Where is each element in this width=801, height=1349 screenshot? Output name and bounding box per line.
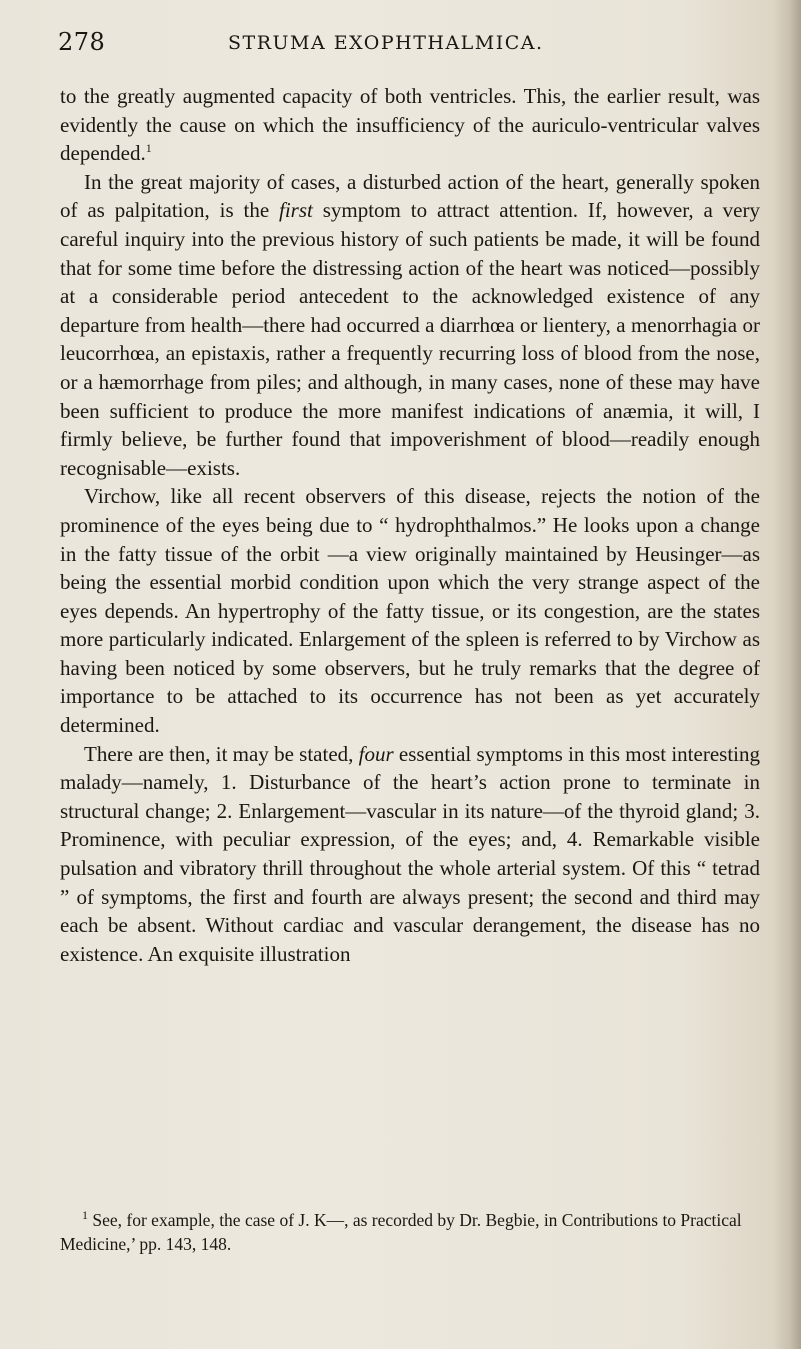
text-run: Virchow, like all recent observers of this disease, rejects the notion of the prominence of the eyes being due to “ hydrophthalmos.” He looks upon a change in the fatty tissue of the orbit —a view originally maintained by Heusinger—as being the essential morbid condition upon which the very strange aspect of the eyes depends. An hypertrophy of the fatty tissue, or its congestion, are the states more particularly indicated. Enlargement of the spleen is referred to by Virchow as having been noticed by some observers, but he truly remarks that the degree of importance to be attached to its occurrence has not been as yet accurately determined.	[60, 484, 760, 738]
paragraph	[60, 82, 760, 168]
text-run: to the greatly augmented capacity of both ventricles. This, the earlier result, was evidently the cause on which the insufficiency of the auriculo-ventricular valves depended.	[60, 84, 760, 166]
page-edge-shadow	[773, 0, 801, 1349]
paragraph	[60, 482, 760, 739]
text-run: There are then, it may be stated,	[84, 741, 359, 766]
paragraph	[60, 740, 760, 969]
page-number: 278	[58, 28, 106, 56]
italic-text: first	[279, 198, 313, 223]
footnote-text: See, for example, the case of J. K—, as recorded by Dr. Begbie, in Contributions to Practical Medicine,’ pp. 143, 148.	[60, 1210, 742, 1254]
paragraph	[60, 168, 760, 483]
text-run: In the great majority of cases, a disturbed action of the heart, generally spoken of as palpitation, is the	[60, 169, 760, 223]
page-header	[58, 28, 748, 58]
footnote-marker: 1	[82, 1208, 88, 1223]
footnote-marker: 1	[145, 141, 152, 156]
text-run: essential symptoms in this most interesting malady—namely, 1. Disturbance of the heart’s action prone to terminate in structural change; 2. Enlargement—vascular in its nature—of the thyroid gland; 3. Prominence, with peculiar expression, of the eyes; and, 4. Remarkable visible pulsation and vibratory thrill throughout the whole arterial system. Of this “ tetrad ” of symptoms, the first and fourth are always present; the second and third may each be absent. Without cardiac and vascular derangement, the disease has no existence. An exquisite illustration	[60, 741, 760, 966]
italic-text: four	[358, 741, 394, 766]
running-head: STRUMA EXOPHTHALMICA.	[228, 32, 544, 54]
text-run: symptom to attract attention. If, however, a very careful inquiry into the previous history of such patients be made, it will be found that for some time before the distressing action of the heart was noticed—possibly at a considerable period antecedent to the acknowledged existence of any departure from health—there had occurred a diarrhœa or lientery, a menorrhagia or leucorrhœa, an epistaxis, rather a frequently recurring loss of blood from the nose, or a hæmorrhage from piles; and although, in many cases, none of these may have been sufficient to produce the more manifest indications of anæmia, it will, I firmly believe, be further found that impoverishment of blood—readily enough recognisable—exists.	[60, 198, 760, 480]
footnotes	[60, 1208, 760, 1256]
footnote	[60, 1208, 760, 1256]
body-text	[60, 82, 760, 968]
